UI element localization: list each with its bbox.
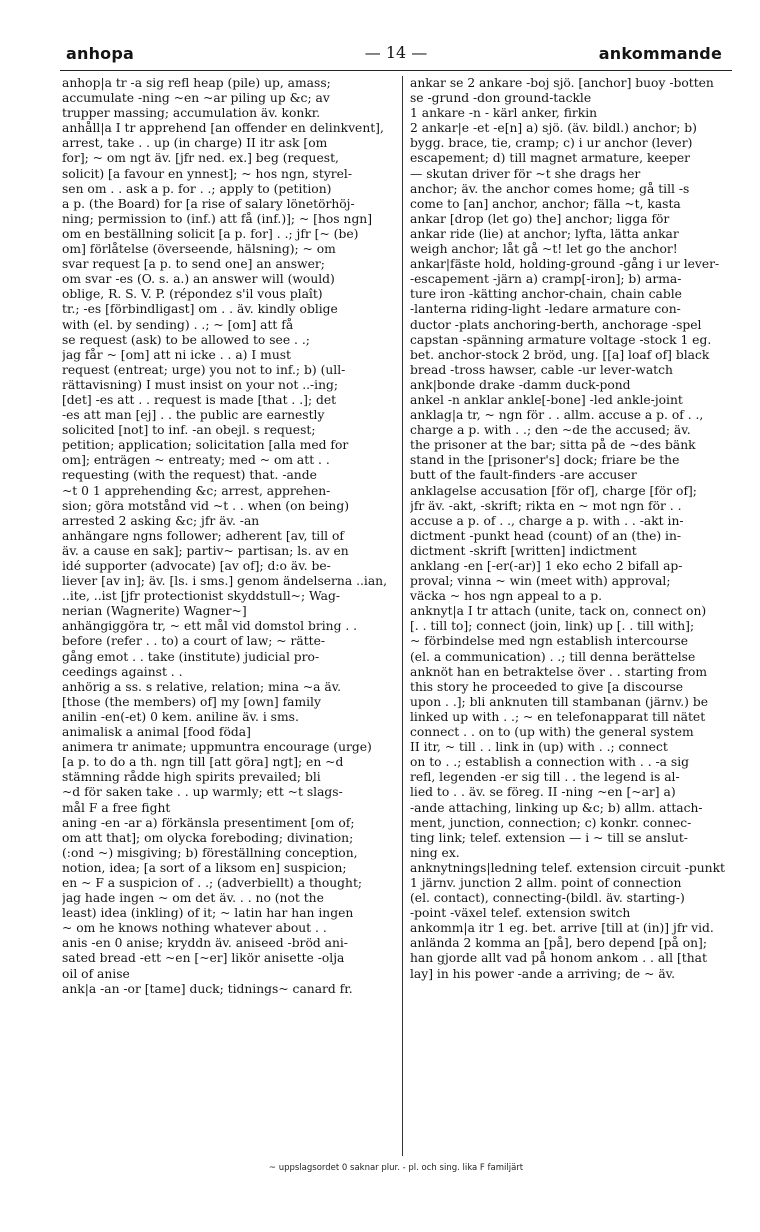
entry-line: 2 ankar|e -et -e[n] a) sjö. (äv. bildl.) anchor; b) xyxy=(410,121,697,136)
entry-line: accumulate -ning ~en ~ar piling up &c; av xyxy=(62,91,330,106)
entry-line: anhåll|a I tr apprehend [an offender en delinkvent], xyxy=(62,121,384,136)
entry-line: with (el. by sending) . .; ~ [om] att få xyxy=(62,317,294,332)
dictionary-page xyxy=(60,30,732,1220)
entry-line: on to . .; establish a connection with . . -a sig xyxy=(410,755,690,770)
entry-line: upon . .]; bli anknuten till stambanan (järnv.) be xyxy=(410,694,709,709)
entry-line: sated bread -ett ~en [~er] likör anisette -olja xyxy=(62,951,345,966)
entry-line: notion, idea; [a sort of a liksom en] suspicion; xyxy=(62,860,347,875)
entry-line: bygg. brace, tie, cramp; c) i ur anchor (lever) xyxy=(410,136,693,151)
entry-line: ankar ride (lie) at anchor; lyfta, lätta ankar xyxy=(410,226,679,241)
entry-line: escapement; d) till magnet armature, keeper xyxy=(410,151,691,166)
entry-line: requesting (with the request) that. -ande xyxy=(62,468,317,483)
page-number: — 14 — xyxy=(364,43,428,62)
entry-line: charge a p. with . .; den ~de the accused; äv. xyxy=(410,423,691,438)
entry-line: bread -tross hawser, cable -ur lever-watch xyxy=(410,362,673,377)
entry-line: svar request [a p. to send one] an answer; xyxy=(62,257,325,272)
entry-line: arrest, take . . up (in charge) II itr ask [om xyxy=(62,136,328,151)
entry-line: om]; enträgen ~ entreaty; med ~ om att . . xyxy=(62,453,330,468)
entry-line: ductor -plats anchoring-berth, anchorage -spel xyxy=(410,317,702,332)
entry-line: anknöt han en betraktelse över . . starting from xyxy=(410,664,708,679)
entry-line: ning; permission to (inf.) att få (inf.)]; ~ [hos ngn] xyxy=(62,211,373,226)
entry-line: tr.; -es [förbindligast] om . . äv. kindly oblige xyxy=(62,302,338,317)
entry-line: ~t 0 1 apprehending &c; arrest, apprehen- xyxy=(62,483,331,498)
entry-line: ~ om he knows nothing whatever about . . xyxy=(62,921,327,936)
entry-line: oil of anise xyxy=(62,966,130,981)
entry-line: ankel -n anklar ankle[-bone] -led ankle-joint xyxy=(410,392,683,407)
entry-line: -es att man [ej] . . the public are earnestly xyxy=(62,408,325,423)
entry-line: stand in the [prisoner's] dock; friare be the xyxy=(410,453,680,468)
entry-line: (el. contact), connecting-(bildl. äv. starting-) xyxy=(410,891,685,906)
entry-line: -point -växel telef. extension switch xyxy=(410,906,631,921)
entry-line: [det] -es att . . request is made [that . .]; det xyxy=(62,392,337,407)
entry-line: anklagelse accusation [för of], charge [för of]; xyxy=(410,483,697,498)
entry-line: come to [an] anchor, anchor; fälla ~t, kasta xyxy=(410,196,681,211)
entry-line: idé supporter (advocate) [av of]; d:o äv. be- xyxy=(62,559,331,573)
entry-line: weigh anchor; låt gå ~t! let go the anchor! xyxy=(410,242,678,257)
entry-line: se -grund -don ground-tackle xyxy=(410,91,592,106)
entry-line: accuse a p. of . ., charge a p. with . . -akt in- xyxy=(410,513,684,528)
entry-line: before (refer . . to) a court of law; ~ rätte- xyxy=(62,634,326,649)
entry-line: anlända 2 komma an [på], bero depend [på on]; xyxy=(410,936,707,951)
entry-line: animalisk a animal [food föda] xyxy=(62,725,251,740)
entry-line: anchor; äv. the anchor comes home; gå till -s xyxy=(410,181,690,196)
entry-line: gång emot . . take (institute) judicial pro- xyxy=(62,649,320,664)
entry-line: anknyt|a I tr attach (unite, tack on, connect on) xyxy=(410,604,707,619)
entry-line: -ande attaching, linking up &c; b) allm. attach- xyxy=(410,800,703,815)
entry-line: anhängare ngns follower; adherent [av, till of xyxy=(62,528,344,543)
entry-line: 1 ankare -n - kärl anker, firkin xyxy=(410,106,598,121)
entry-line: — skutan driver för ~t she drags her xyxy=(410,166,641,181)
entry-line: a p. (the Board) for [a rise of salary lönetörhöj- xyxy=(62,196,355,211)
entry-line: ankar|fäste hold, holding-ground -gång i ur lever- xyxy=(410,257,720,272)
entry-line: proval; vinna ~ win (meet with) approval; xyxy=(410,574,671,589)
entry-line: stämning rådde high spirits prevailed; bli xyxy=(62,770,321,785)
entry-line: arrested 2 asking &c; jfr äv. -an xyxy=(62,513,260,528)
entry-line: 1 järnv. junction 2 allm. point of connection xyxy=(410,875,682,890)
entry-line: trupper massing; accumulation äv. konkr. xyxy=(62,106,321,121)
left-guideword: anhopa xyxy=(66,44,135,63)
entry-line: ank|a -an -or [tame] duck; tidnings~ canard fr. xyxy=(62,981,353,996)
entry-line: ankar se 2 ankare -boj sjö. [anchor] buoy -botten xyxy=(410,76,714,90)
entry-line: petition; application; solicitation [alla med for xyxy=(62,438,349,453)
right-guideword: ankommande xyxy=(598,44,722,63)
entry-line: linked up with . .; ~ en telefonapparat till nätet xyxy=(410,709,706,724)
entry-line: en ~ F a suspicion of . .; (adverbiellt) a thought; xyxy=(62,875,363,890)
entry-line: anhörig a ss. s relative, relation; mina ~a äv. xyxy=(62,679,342,694)
entry-line: [those (the members) of] my [own] family xyxy=(62,694,321,709)
entry-line: sion; göra motstånd vid ~t . . when (on being) xyxy=(62,498,350,513)
entry-line: -lanterna riding-light -ledare armature con- xyxy=(410,302,681,317)
entry-line: capstan -spänning armature voltage -stock 1 eg. xyxy=(410,332,712,347)
entry-line: [a p. to do a th. ngn till [att göra] ngt]; en ~d xyxy=(62,755,344,770)
entry-line: mål F a free fight xyxy=(62,800,171,815)
page-header xyxy=(60,30,732,71)
entry-line: anis -en 0 anise; kryddn äv. aniseed -bröd ani- xyxy=(62,936,348,951)
entry-line: ture iron -kätting anchor-chain, chain cable xyxy=(410,287,682,302)
entry-line: han gjorde allt vad på honom ankom . . all [that xyxy=(410,951,707,966)
entry-line: liever [av in]; äv. [ls. i sms.] genom ändelserna ..ian, xyxy=(62,574,387,589)
entry-line: ..ite, ..ist [jfr protectionist skyddstull~; Wag- xyxy=(62,589,340,604)
entry-line: -escapement -järn a) cramp[-iron]; b) arma- xyxy=(410,272,682,287)
entry-line: jag får ~ [om] att ni icke . . a) I must xyxy=(62,347,291,362)
entry-line: ting link; telef. extension — i ~ till se anslut- xyxy=(410,830,688,845)
entry-line: anhängiggöra tr, ~ ett mål vid domstol bring . . xyxy=(62,619,358,634)
entry-line: anhop|a tr -a sig refl heap (pile) up, amass; xyxy=(62,76,331,90)
entry-line: this story he proceeded to give [a discourse xyxy=(410,679,684,694)
right-column xyxy=(410,76,732,1156)
entry-line: dictment -skrift [written] indictment xyxy=(410,543,637,558)
text-columns xyxy=(62,76,732,1156)
entry-line: bet. anchor-stock 2 bröd, ung. [[a] loaf of] black xyxy=(410,347,710,362)
entry-line: dictment -punkt head (count) of an (the) in- xyxy=(410,528,682,543)
entry-line: the prisoner at the bar; sitta på de ~des bänk xyxy=(410,438,696,453)
entry-line: II itr, ~ till . . link in (up) with . .; connect xyxy=(410,740,668,755)
entry-line: anknytnings|ledning telef. extension circuit -punkt xyxy=(410,860,725,875)
entry-line: ~d för saken take . . up warmly; ett ~t slags- xyxy=(62,785,343,800)
entry-line: om svar -es (O. s. a.) an answer will (would) xyxy=(62,272,335,287)
entry-line: least) idea (inkling) of it; ~ latin har han ingen xyxy=(62,906,354,921)
entry-line: jag hade ingen ~ om det äv. . . no (not the xyxy=(62,891,324,906)
entry-line: refl, legenden -er sig till . . the legend is al- xyxy=(410,770,680,785)
entry-line: oblige, R. S. V. P. (répondez s'il vous plaît) xyxy=(62,287,323,302)
entry-line: ning ex. xyxy=(410,845,460,860)
entry-line: [. . till to]; connect (join, link) up [. . till with]; xyxy=(410,619,695,634)
entry-line: ceedings against . . xyxy=(62,664,183,679)
entry-line: väcka ~ hos ngn appeal to a p. xyxy=(410,589,603,604)
entry-line: nerian (Wagnerite) Wagner~] xyxy=(62,604,247,619)
entry-line: (el. a communication) . .; till denna berättelse xyxy=(410,649,696,664)
entry-line: lay] in his power -ande a arriving; de ~ äv. xyxy=(410,966,676,981)
entry-line: ankomm|a itr 1 eg. bet. arrive [till at (in)] jfr vid. xyxy=(410,921,714,936)
entry-line: ment, junction, connection; c) konkr. connec- xyxy=(410,815,692,830)
abbreviation-key-footer: ~ uppslagsordet 0 saknar plur. - pl. och sing. lika F familjärt xyxy=(268,1163,524,1173)
entry-line: om] förlåtelse (överseende, hälsning); ~ om xyxy=(62,242,336,257)
column-divider xyxy=(402,76,403,1156)
entry-line: animera tr animate; uppmuntra encourage (urge) xyxy=(62,740,372,755)
entry-line: (:ond ~) misgiving; b) föreställning conception, xyxy=(62,845,358,860)
entry-line: anilin -en(-et) 0 kem. aniline äv. i sms. xyxy=(62,709,299,724)
entry-line: anklag|a tr, ~ ngn för . . allm. accuse a p. of . ., xyxy=(410,408,704,423)
left-column xyxy=(62,76,396,1156)
entry-line: for]; ~ om ngt äv. [jfr ned. ex.] beg (request, xyxy=(62,151,339,166)
entry-line: rättavisning) I must insist on your not ..-ing; xyxy=(62,377,339,392)
entry-line: ank|bonde drake -damm duck-pond xyxy=(410,377,631,392)
entry-line: ~ förbindelse med ngn establish intercourse xyxy=(410,634,689,649)
entry-line: solicit) [a favour en ynnest]; ~ hos ngn, styrel- xyxy=(62,166,353,181)
entry-line: anklang -en [-er(-ar)] 1 eko echo 2 bifall ap- xyxy=(410,559,683,573)
entry-line: om att that]; om olycka foreboding; divination; xyxy=(62,830,354,845)
entry-line: jfr äv. -akt, -skrift; rikta en ~ mot ngn för . . xyxy=(410,498,682,513)
entry-line: lied to . . äv. se föreg. II -ning ~en [~ar] a) xyxy=(410,785,676,800)
entry-line: request (entreat; urge) you not to inf.; b) (ull- xyxy=(62,362,346,377)
entry-line: se request (ask) to be allowed to see . .; xyxy=(62,332,310,347)
entry-line: sen om . . ask a p. for . .; apply to (petition) xyxy=(62,181,332,196)
entry-line: solicited [not] to inf. -an obejl. s request; xyxy=(62,423,316,438)
entry-line: butt of the fault-finders -are accuser xyxy=(410,468,637,483)
entry-line: connect . . on to (up with) the general system xyxy=(410,725,694,740)
entry-line: ankar [drop (let go) the] anchor; ligga för xyxy=(410,211,670,226)
entry-line: äv. a cause en sak]; partiv~ partisan; ls. av en xyxy=(62,543,349,558)
entry-line: om en beställning solicit [a p. for] . .; jfr [~ (be) xyxy=(62,226,359,241)
entry-line: aning -en -ar a) förkänsla presentiment [om of; xyxy=(62,815,355,830)
